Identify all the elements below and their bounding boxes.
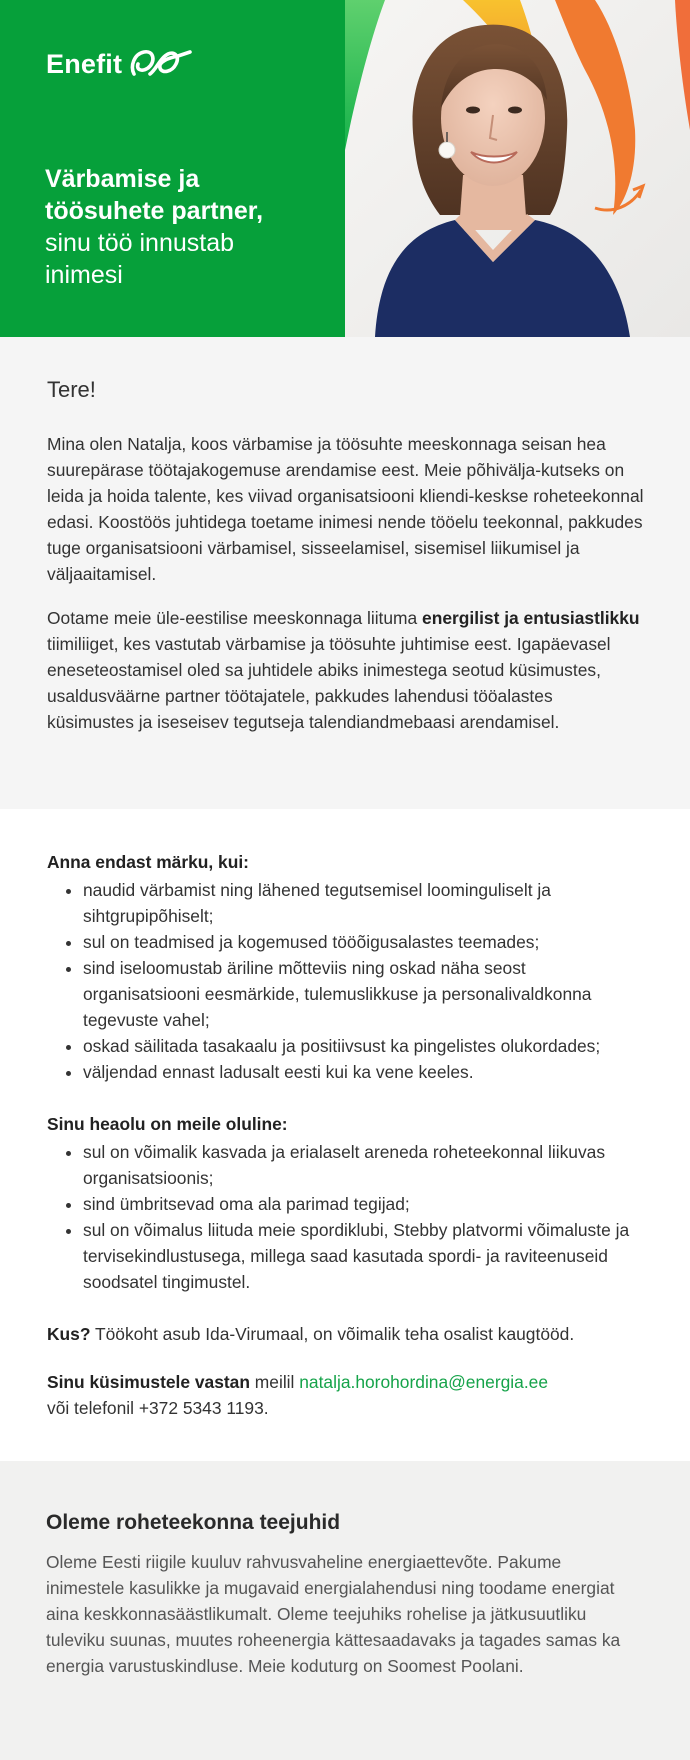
benefits-heading: Sinu heaolu on meile oluline: [47,1114,288,1134]
hero-green-panel [0,0,345,337]
requirements-list [47,877,644,1085]
hero-headline [45,163,335,291]
location-info [47,1321,644,1347]
about-title: Oleme roheteekonna teejuhid [46,1511,341,1534]
about-text: Oleme Eesti riigile kuuluv rahvusvaheline energiaettevõte. Pakume inimestele kasulikke ja mugavaid energialahendusi ning toodame energiat aina keskkonnasäästlikumalt. Oleme teejuhiks rohelise ja jätkusuutliku tuleviku suunas, muutes roheenergia kättesaadavaks ja tagades samas ka energia varustuskindluse. Meie koduturg on Soomest Poolani. [46,1552,621,1676]
contact-pre-email: meilil [249,1372,300,1392]
intro-paragraph-2-end: tiimiliiget, kes vastutab värbamise ja töösuhte juhtimise eest. Igapäevasel eneseteostamisel oled sa juhtidele abiks inimestega seotud küsimustes, usaldusväärne partner töötajatele, pakkudes lahendusi tööalastes küsimustes ja iseseisev tegutseja talendiandmebaasi arendamisel. [47,634,611,732]
greeting: Tere! [47,377,96,402]
requirements-heading: Anna endast märku, kui: [47,852,249,872]
list-item: • sul on võimalus liituda meie spordiklubi, Stebby platvormi võimaluste ja tervisekindlustusega, millega saad kasutada spordi- ja raviteenuseid soodsatel tingimustel. [83,1217,644,1295]
list-item: • väljendad ennast ladusalt eesti kui ka vene keeles. [83,1059,644,1085]
brand-name: Enefit [46,48,123,79]
details-section [0,809,690,1461]
benefits-list [47,1139,644,1295]
about-section [0,1461,690,1760]
contact-phone: või telefonil +372 5343 1193. [47,1398,269,1418]
location-text: Töökoht asub Ida-Virumaal, on võimalik teha osalist kaugtööd. [90,1324,575,1344]
headline-line-4: inimesi [45,261,123,289]
list-item: • sind iseloomustab äriline mõtteviis ning oskad näha seost organisatsiooni eesmärkide, tulemuslikkuse ja personalivaldkonna tegevuste vahel; [83,955,644,1033]
enefit-swirl-icon [128,44,196,84]
intro-paragraph-2-bold: energilist ja entusiastlikku [422,608,640,628]
list-item: • sul on teadmised ja kogemused tööõigusalastes teemades; [83,929,644,955]
list-item: • oskad säilitada tasakaalu ja positiivsust ka pingelistes olukordades; [83,1033,644,1059]
contact-email-link[interactable]: natalja.horohordina@energia.ee [299,1372,548,1392]
list-item: • naudid värbamist ning lähened tegutsemisel loominguliselt ja sihtgrupipõhiselt; [83,877,644,929]
headline-line-3: sinu töö innustab [45,229,235,257]
contact-info [47,1369,644,1421]
list-item: • sul on võimalik kasvada ja erialaselt areneda roheteekonnal liikuvas organisatsioonis; [83,1139,644,1191]
contact-label: Sinu küsimustele vastan [47,1372,250,1392]
intro-section [0,337,690,809]
list-item: • sind ümbritsevad oma ala parimad tegijad; [83,1191,644,1217]
location-label: Kus? [47,1324,91,1344]
hero-banner [0,0,690,337]
brand-logo[interactable] [46,44,196,84]
intro-paragraph-2 [47,605,644,735]
intro-paragraph-2-start: Ootame meie üle-eestilise meeskonnaga liituma [47,608,423,628]
portrait-photo [345,0,690,337]
headline-line-2: töösuhete partner, [45,197,264,225]
headline-line-1: Värbamise ja [45,165,200,193]
intro-paragraph-1: Mina olen Natalja, koos värbamise ja töösuhte meeskonnaga seisan hea suurepärase töötajakogemuse arendamise eest. Meie põhivälja-kutseks on leida ja hoida talente, kes viivad organisatsiooni kliendi-keskse roheteekonnal edasi. Koostöös juhtidega toetame inimesi nende tööelu teekonnal, pakkudes tuge organisatsiooni värbamisel, sisseelamisel, sisemisel liikumisel ja väljaaitamisel. [47,434,644,584]
